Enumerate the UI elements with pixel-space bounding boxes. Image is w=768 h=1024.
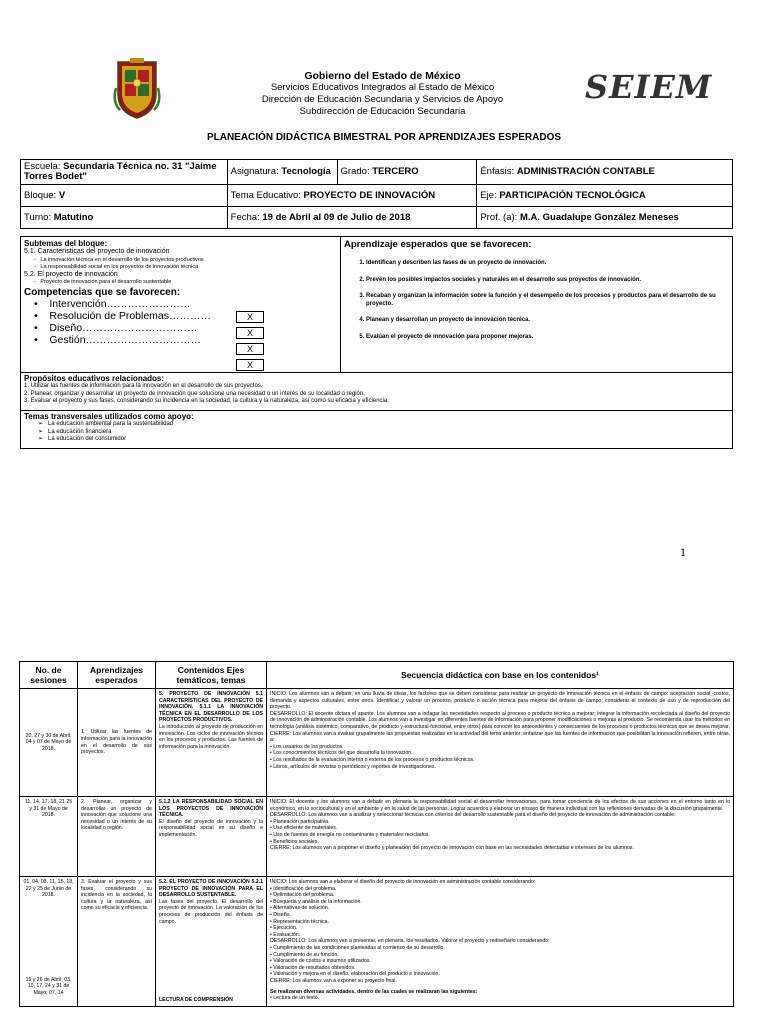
secuencia-line: DESARROLLO: El docente dictara el apunte. Los alumnos van a indagar las necesidades respecto al proceso o producto técnico a mejorar; integrar la información recolectada al diseño del proyecto de innovación de administración contable. Los alumnos van a investigar en diferentes fuentes de información para proponer modificaciones o mejoras al producto. Se recomienda usar los métodos en tecnología (análisis sistémico, comparativo, de producto y estructural-funcional, entre otros) para conocer los antecedentes y consecuentes de los procesos o productos técnicos que se desea mejorar. bbox=[270, 710, 730, 730]
secuencia-line: • Diseño. bbox=[270, 911, 291, 918]
grado-cell: Grado: TERCERO bbox=[337, 160, 477, 185]
transversal-item: ➢ La educación del consumidor bbox=[38, 436, 127, 442]
header-line-3: Dirección de Educación Secundaria y Servicios de Apoyo bbox=[261, 94, 504, 105]
secuencia-line: • Representación técnica. bbox=[270, 918, 329, 925]
aprendizaje-item: 3. Recaban y organizan la información sobre la función y el desempeño de los procesos y productos para el desarrollo de su proyecto. bbox=[366, 293, 729, 308]
table-row bbox=[20, 877, 734, 1007]
contenido-title: 5.1.2 LA RESPONSABILIDAD SOCIAL EN LOS PROYECTOS DE INNOVACIÓN TÉCNICA. bbox=[159, 799, 263, 819]
page-number: 1 bbox=[680, 548, 687, 559]
escuela-value: Secundaria Técnica no. 31 "Jaime Torres Bodet" bbox=[24, 161, 217, 182]
secuencia-line: CIERRE: Los alumnos van a evaluar grupalmente las propuestas realizadas en la actividad del tema anterior; enfatizar que las fuentes de información que posibilitan la innovación refieren, entre otras, a: bbox=[270, 730, 730, 744]
secuencia-line: • Los usuarios de los productos. bbox=[270, 743, 344, 750]
aprendizaje-cell: 2. Planear, organizar y desarrollar un proyecto de innovación que solucione una necesidad o un interés de su localidad o región. bbox=[78, 797, 156, 877]
box-divider-1 bbox=[20, 372, 733, 373]
proposito-item: 2. Planear, organizar y desarrollar un proyecto de innovación que solucione una necesidad o un interés de su localidad o región. bbox=[24, 390, 365, 397]
table-row bbox=[20, 797, 734, 877]
subtemas-section bbox=[24, 239, 336, 346]
subtema-5-2-a: - Proyecto de innovación para el desarrollo sustentable bbox=[34, 279, 172, 285]
competencia-checkbox: X bbox=[236, 343, 264, 355]
secuencia-cell bbox=[267, 877, 734, 1007]
secuencia-line: • Planeación participativa. bbox=[270, 818, 330, 825]
header-block bbox=[230, 70, 535, 118]
header-line-4: Subdirección de Educación Secundaria bbox=[299, 106, 466, 117]
turno-cell: Turno: Matutino bbox=[21, 207, 228, 229]
secuencia-line: CIERRE: Los alumnos van a proponer el diseño y planeación del proyecto de innovación con base en las necesidades detectadas e intereses de los alumnos. bbox=[270, 845, 634, 852]
secuencia-line: INICIO: El docente y los alumnos van a debatir en plenaria la responsabilidad social al desarrollar innovaciones, para tomar conciencia de los efectos de sus acciones en el entorno tanto en lo económico, en lo sociocultural y en el ambiente y en la salud de las personas. Lograr acuerdos y elaborar un ensayo de manera individual con las reflexiones derivadas de la discusión grupalmente. bbox=[270, 799, 730, 812]
subtemas-heading: Subtemas del bloque: bbox=[24, 239, 108, 248]
seiem-logo: SEIEM bbox=[585, 68, 713, 106]
aprendizaje-cell: 1. Utilizar las fuentes de información para la innovación en el desarrollo de sus proyectos. bbox=[78, 689, 156, 797]
secuencia-line: • Valoración de resultados obtenidos. bbox=[270, 964, 356, 971]
aprendizaje-item: 1. Identifican y describen las fases de un proyecto de innovación. bbox=[366, 260, 729, 268]
secuencia-line: INICIO: Los alumnos van a elaborar el diseño del proyecto de innovación en administración contable considerando: bbox=[270, 879, 536, 885]
secuencia-line: DESARROLLO: Los alumnos van a presentar, en plenaria, los resultados. Valorar el proyecto y rediseñarlo considerando: bbox=[270, 938, 550, 945]
contenido-body: El diseño del proyecto de innovación y la responsabilidad social en su diseño e implementación. bbox=[159, 818, 263, 838]
header-sesiones: No. de sesiones bbox=[20, 662, 78, 689]
subtema-5-1: 5.1. Características del proyecto de innovación bbox=[24, 248, 170, 255]
competencia-checkbox: X bbox=[236, 311, 264, 323]
competencia-item: • Intervención…………………… bbox=[34, 298, 191, 310]
secuencia-line: • Valoración de costos e insumos utilizados. bbox=[270, 958, 371, 965]
header-line-2: Servicios Educativos Integrados al Estado de México bbox=[270, 82, 495, 93]
secuencia-line: • Libros, artículos de revistas o periódicos y reportes de investigaciones. bbox=[270, 763, 436, 770]
state-seal-logo bbox=[112, 58, 162, 120]
contenido-body: Las fases del proyecto. El desarrollo del proyecto de innovación. La valoración de los procesos de producción del énfasis de campo. bbox=[159, 898, 263, 925]
secuencia-line: • Búsqueda y análisis de la información. bbox=[270, 898, 362, 905]
eje-cell: Eje: PARTICIPACIÓN TECNOLÓGICA bbox=[477, 185, 733, 207]
aprendizajes-heading: Aprendizaje esperados que se favorecen: bbox=[344, 239, 532, 250]
secuencia-line: INICIO: Los alumnos van a debatir, en una lluvia de ideas, los factores que se deben considerar para realizar un proyecto de innovación técnica en el énfasis de campo: aceptación social, costos, demanda y aspectos culturales, entre otros. Identificar y valorar un proceso, producto o acción técnica para mejorar del énfasis de campo; considerar el contexto de uso y de reproducción del proyecto. bbox=[270, 691, 730, 711]
header-aprendizajes: Aprendizajes esperados bbox=[78, 662, 156, 689]
bloque-value: V bbox=[58, 189, 66, 201]
sesiones-cell: 11, 14, 17, 18, 21 25 y 31 de Mayo de 2018. bbox=[20, 797, 78, 877]
secuencia-line: • Los resultados de la evaluación interna o externa de los procesos o productos técnicos. bbox=[270, 756, 475, 763]
asignatura-cell: Asignatura: Tecnología bbox=[227, 160, 337, 185]
competencia-item: • Resolución de Problemas………… bbox=[34, 310, 212, 322]
propositos-heading: Propósitos educativos relacionados: bbox=[24, 374, 165, 383]
eje-value: PARTICIPACIÓN TECNOLÓGICA bbox=[499, 189, 646, 201]
secuencia-line: • Lectura de un texto. bbox=[270, 995, 320, 1002]
competencia-item: • Gestión…………………………… bbox=[34, 334, 202, 346]
header-secuencia: Secuencia didáctica con base en los contenidos¹ bbox=[267, 662, 734, 689]
box-divider-vertical bbox=[340, 236, 341, 372]
secuencia-line: • Cumplimiento de su función. bbox=[270, 951, 339, 958]
secuencia-line: • Alternativas de solución. bbox=[270, 905, 330, 912]
subtema-5-1-a: - La innovación técnica en el desarrollo de los proyectos productivos bbox=[34, 256, 204, 263]
proposito-item: 3. Evaluar el proyecto y sus fases, considerando su incidencia en la sociedad, la cultura y la naturaleza, así como su eficacia y eficiencia. bbox=[24, 398, 389, 404]
subtema-5-2: 5.2. El proyecto de innovación bbox=[24, 270, 118, 278]
table-row bbox=[20, 689, 734, 797]
aprendizaje-item: 2. Prevén los posibles impactos sociales y naturales en el desarrollo sus proyectos de innovación. bbox=[366, 277, 729, 285]
propositos-section bbox=[24, 374, 729, 406]
sequence-table bbox=[19, 661, 734, 1007]
contenido-cell bbox=[156, 877, 267, 1007]
contenido-cell bbox=[156, 689, 267, 797]
grado-value: TERCERO bbox=[372, 166, 419, 177]
subtema-5-1-b: - La responsabilidad social en los proyectos de innovación técnica bbox=[34, 263, 199, 270]
contenido-title: 5. PROYECTO DE INNOVACIÓN 5.1 CARACTERÍSTICAS DEL PROYECTO DE INNOVACIÓN. 5.1.1 LA INNOVACIÓN TÉCNICA EN EL DESARROLLO DE LOS PROYECTOS PRODUCTIVOS. bbox=[159, 691, 263, 724]
contenido-body: La introducción al proyecto de producción en innovación. Los ciclos de innovación técnica en los procesos y productos. Las fuentes de información para la innovación. bbox=[159, 723, 263, 750]
contenido-title: LECTURA DE COMPRENSIÓN bbox=[159, 997, 233, 1004]
secuencia-line: • Uso de fuentes de energía no contaminante y materiales reciclados. bbox=[270, 831, 430, 838]
tema-value: PROYECTO DE INNOVACIÓN bbox=[303, 189, 436, 201]
header-contenidos: Contenidos Ejes temáticos, temas bbox=[156, 662, 267, 689]
document-title: PLANEACIÓN DIDÁCTICA BIMESTRAL POR APRENDIZAJES ESPERADOS bbox=[206, 132, 562, 143]
contenido-cell bbox=[156, 797, 267, 877]
secuencia-line: DESARROLLO: Los alumnos van a analizar y seleccionar técnicas con criterios del desarrollo sustentable para el diseño del proyecto de innovación de administración contable: bbox=[270, 812, 676, 819]
secuencia-line: • Delimitación del problema. bbox=[270, 892, 335, 899]
prof-cell: Prof. (a): M.A. Guadalupe González Meneses bbox=[477, 207, 733, 229]
proposito-item: 1. Utilizar las fuentes de información para la innovación en el desarrollo de sus proyectos. bbox=[24, 383, 263, 389]
aprendizaje-cell: 3. Evaluar el proyecto y sus fases, considerando su incidencia en la sociedad, la cultura y la naturaleza, así como su eficacia y eficiencia. bbox=[78, 877, 156, 1007]
transversal-item: ➢ La educación financiera bbox=[38, 428, 112, 435]
secuencia-line: • Uso eficiente de materiales. bbox=[270, 825, 338, 832]
turno-value: Matutino bbox=[53, 211, 94, 223]
secuencia-line: • Los conocimientos técnicos del que desarrolla la innovación. bbox=[270, 750, 413, 757]
aprendizajes-list bbox=[344, 260, 729, 341]
secuencia-cell bbox=[267, 689, 734, 797]
secuencia-line: • Ejecución. bbox=[270, 925, 298, 932]
secuencia-line: Se realizaran diversas actividades, dentro de las cuales se realizaran las siguientes: bbox=[270, 988, 478, 995]
transversal-item: ➢ La educación ambiental para la sustentabilidad bbox=[38, 421, 174, 427]
secuencia-line: • Valoración y mejora en el diseño, elaboración del producto e innovación. bbox=[270, 971, 440, 978]
competencias-heading: Competencias que se favorecen: bbox=[24, 287, 181, 298]
fecha-value: 19 de Abril al 09 de Julio de 2018 bbox=[262, 211, 411, 223]
asignatura-value: Tecnología bbox=[281, 166, 331, 177]
competencia-checkbox: X bbox=[236, 359, 264, 371]
competencia-checkbox: X bbox=[236, 327, 264, 339]
sesiones-lectura: 19 y 26 de Abril; 03, 10, 17, 24 y 31 de Mayo; 07, 14 bbox=[25, 976, 72, 996]
secuencia-line: • Identificación del problema. bbox=[270, 885, 337, 892]
contenido-title: 5.2. EL PROYECTO DE INNOVACIÓN 5.2.1 PROYECTO DE INNOVACIÓN PARA EL DESARROLLO SUSTENTABLE. bbox=[159, 879, 263, 899]
prof-value: M.A. Guadalupe González Meneses bbox=[519, 211, 679, 223]
secuencia-line: • Evaluación. bbox=[270, 931, 301, 938]
enfasis-value: ADMINISTRACIÓN CONTABLE bbox=[516, 166, 655, 177]
secuencia-line: CIERRE: Los alumnos van a exponer su proyecto final. bbox=[270, 977, 397, 984]
sesiones-cell: 01, 04, 08, 11, 15, 18, 22 y 25 de Junio de 2018. 19 y 26 de Abril; 03, 10, 17, 24 y 31 de Mayo; 07, 14 bbox=[20, 877, 78, 1007]
escuela-cell: Escuela: Secundaria Técnica no. 31 "Jaime Torres Bodet" bbox=[21, 160, 228, 185]
secuencia-line: • Cumplimiento de las condiciones planteadas al comienzo de su desarrollo. bbox=[270, 944, 445, 951]
header-line-1: Gobierno del Estado de México bbox=[304, 70, 461, 82]
aprendizajes-section bbox=[344, 239, 729, 341]
enfasis-cell: Énfasis: ADMINISTRACIÓN CONTABLE bbox=[477, 160, 733, 185]
transversales-heading: Temas transversales utilizados como apoyo: bbox=[24, 412, 194, 421]
sesiones-cell: 20, 27 y 30 de Abril; 04 y 07 de Mayo de 2018. bbox=[20, 689, 78, 797]
aprendizaje-item: 5. Evalúan el proyecto de innovación para proponer mejoras. bbox=[366, 334, 729, 342]
competencias-list bbox=[24, 298, 336, 346]
competencia-item: • Diseño…………………………… bbox=[34, 322, 198, 334]
secuencia-line: • Beneficios sociales. bbox=[270, 838, 319, 845]
secuencia-cell bbox=[267, 797, 734, 877]
bloque-cell: Bloque: V bbox=[21, 185, 228, 207]
info-table bbox=[20, 159, 733, 229]
transversales-section bbox=[24, 412, 729, 444]
sequence-table-header bbox=[20, 662, 734, 689]
tema-cell: Tema Educativo: PROYECTO DE INNOVACIÓN bbox=[227, 185, 477, 207]
fecha-cell: Fecha: 19 de Abril al 09 de Julio de 2018 bbox=[227, 207, 477, 229]
box-divider-2 bbox=[20, 410, 733, 411]
aprendizaje-item: 4. Planean y desarrollan un proyecto de innovación técnica. bbox=[366, 317, 729, 325]
